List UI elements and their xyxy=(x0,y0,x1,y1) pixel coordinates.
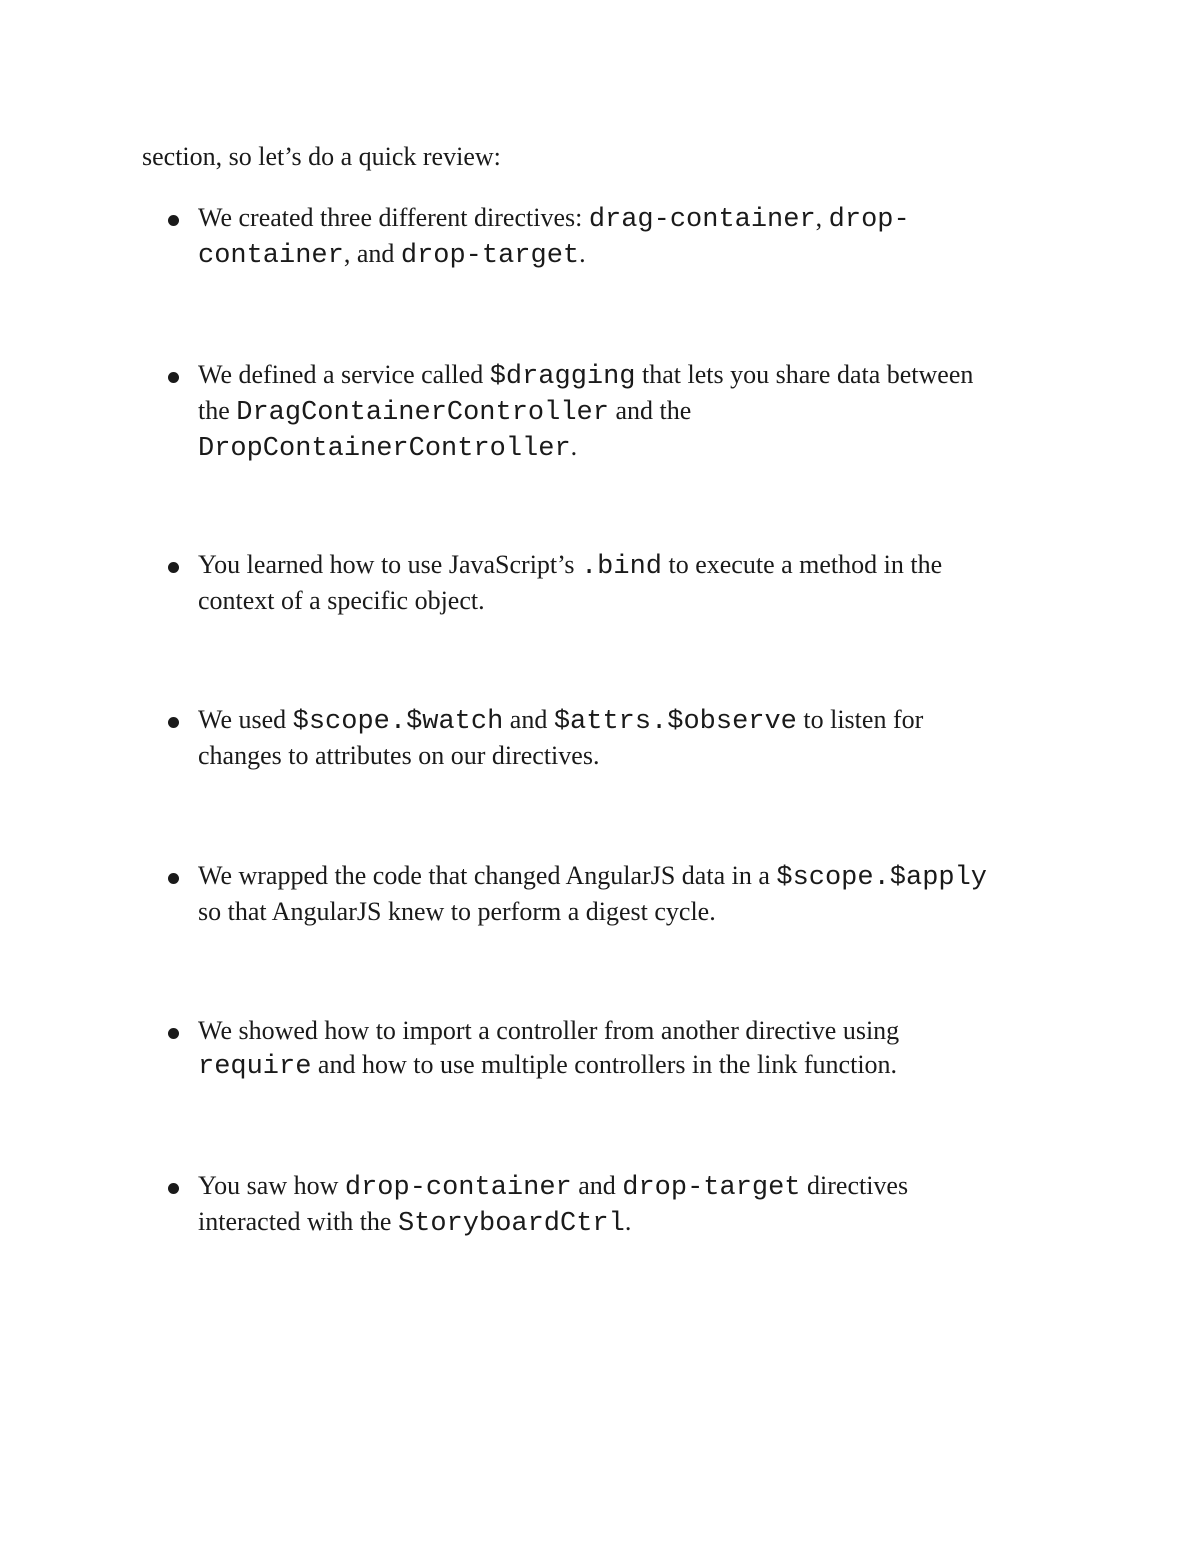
list-item-text xyxy=(198,1169,1058,1241)
bullet-icon xyxy=(168,873,179,884)
inline-code: drop-target xyxy=(622,1173,801,1203)
inline-code: require xyxy=(198,1052,312,1082)
text-run: , and xyxy=(343,239,401,268)
text-run: that lets you share data between xyxy=(635,360,974,389)
inline-code: container xyxy=(198,241,344,271)
text-run: We used xyxy=(198,705,293,734)
text-run: and xyxy=(571,1171,623,1200)
text-run: You learned how to use JavaScript’s xyxy=(198,550,581,579)
text-run: . xyxy=(570,432,578,461)
bullet-icon xyxy=(168,215,179,226)
bullet-icon xyxy=(168,1183,179,1194)
inline-code: StoryboardCtrl xyxy=(397,1209,625,1239)
inline-code: $scope.$watch xyxy=(292,707,504,737)
list-item-text xyxy=(198,703,1058,773)
text-run: to listen for xyxy=(796,705,924,734)
text-run: to execute a method in the xyxy=(662,550,943,579)
text-run: the xyxy=(198,396,237,425)
text-run: . xyxy=(624,1207,632,1236)
text-run: You saw how xyxy=(198,1171,345,1200)
inline-code: drag-container xyxy=(588,205,816,235)
inline-code: DragContainerController xyxy=(236,398,609,428)
inline-code: .bind xyxy=(580,552,662,582)
inline-code: $scope.$apply xyxy=(776,863,988,893)
list-item-text xyxy=(198,548,1058,618)
inline-code: $attrs.$observe xyxy=(553,707,797,737)
inline-code: drop- xyxy=(828,205,910,235)
bullet-icon xyxy=(168,372,179,383)
text-run: and the xyxy=(608,396,692,425)
text-run: directives xyxy=(800,1171,909,1200)
bullet-icon xyxy=(168,1028,179,1039)
inline-code: DropContainerController xyxy=(198,434,571,464)
text-run: and xyxy=(503,705,554,734)
text-run: interacted with the xyxy=(198,1207,398,1236)
text-run: . xyxy=(579,239,586,268)
list-item-text xyxy=(198,201,1058,273)
text-run: changes to attributes on our directives. xyxy=(198,741,600,770)
list-item-text xyxy=(198,859,1058,929)
intro-text: section, so let’s do a quick review: xyxy=(142,142,501,171)
text-run: , xyxy=(815,203,829,232)
text-run: context of a specific object. xyxy=(198,586,485,615)
text-run: so that AngularJS knew to perform a digest cycle. xyxy=(198,897,716,926)
inline-code: drop-container xyxy=(344,1173,572,1203)
text-run: We wrapped the code that changed AngularJS data in a xyxy=(198,861,777,890)
text-run: We showed how to import a controller from another directive using xyxy=(198,1016,900,1045)
inline-code: $dragging xyxy=(489,362,636,392)
bullet-icon xyxy=(168,717,179,728)
text-run: We created three different directives: xyxy=(198,203,589,232)
bullet-icon xyxy=(168,562,179,573)
list-item-text xyxy=(198,1014,1058,1084)
text-run: and how to use multiple controllers in the link function. xyxy=(311,1050,898,1079)
list-item-text xyxy=(198,358,1058,466)
inline-code: drop-target xyxy=(400,241,580,271)
text-run: We defined a service called xyxy=(198,360,490,389)
